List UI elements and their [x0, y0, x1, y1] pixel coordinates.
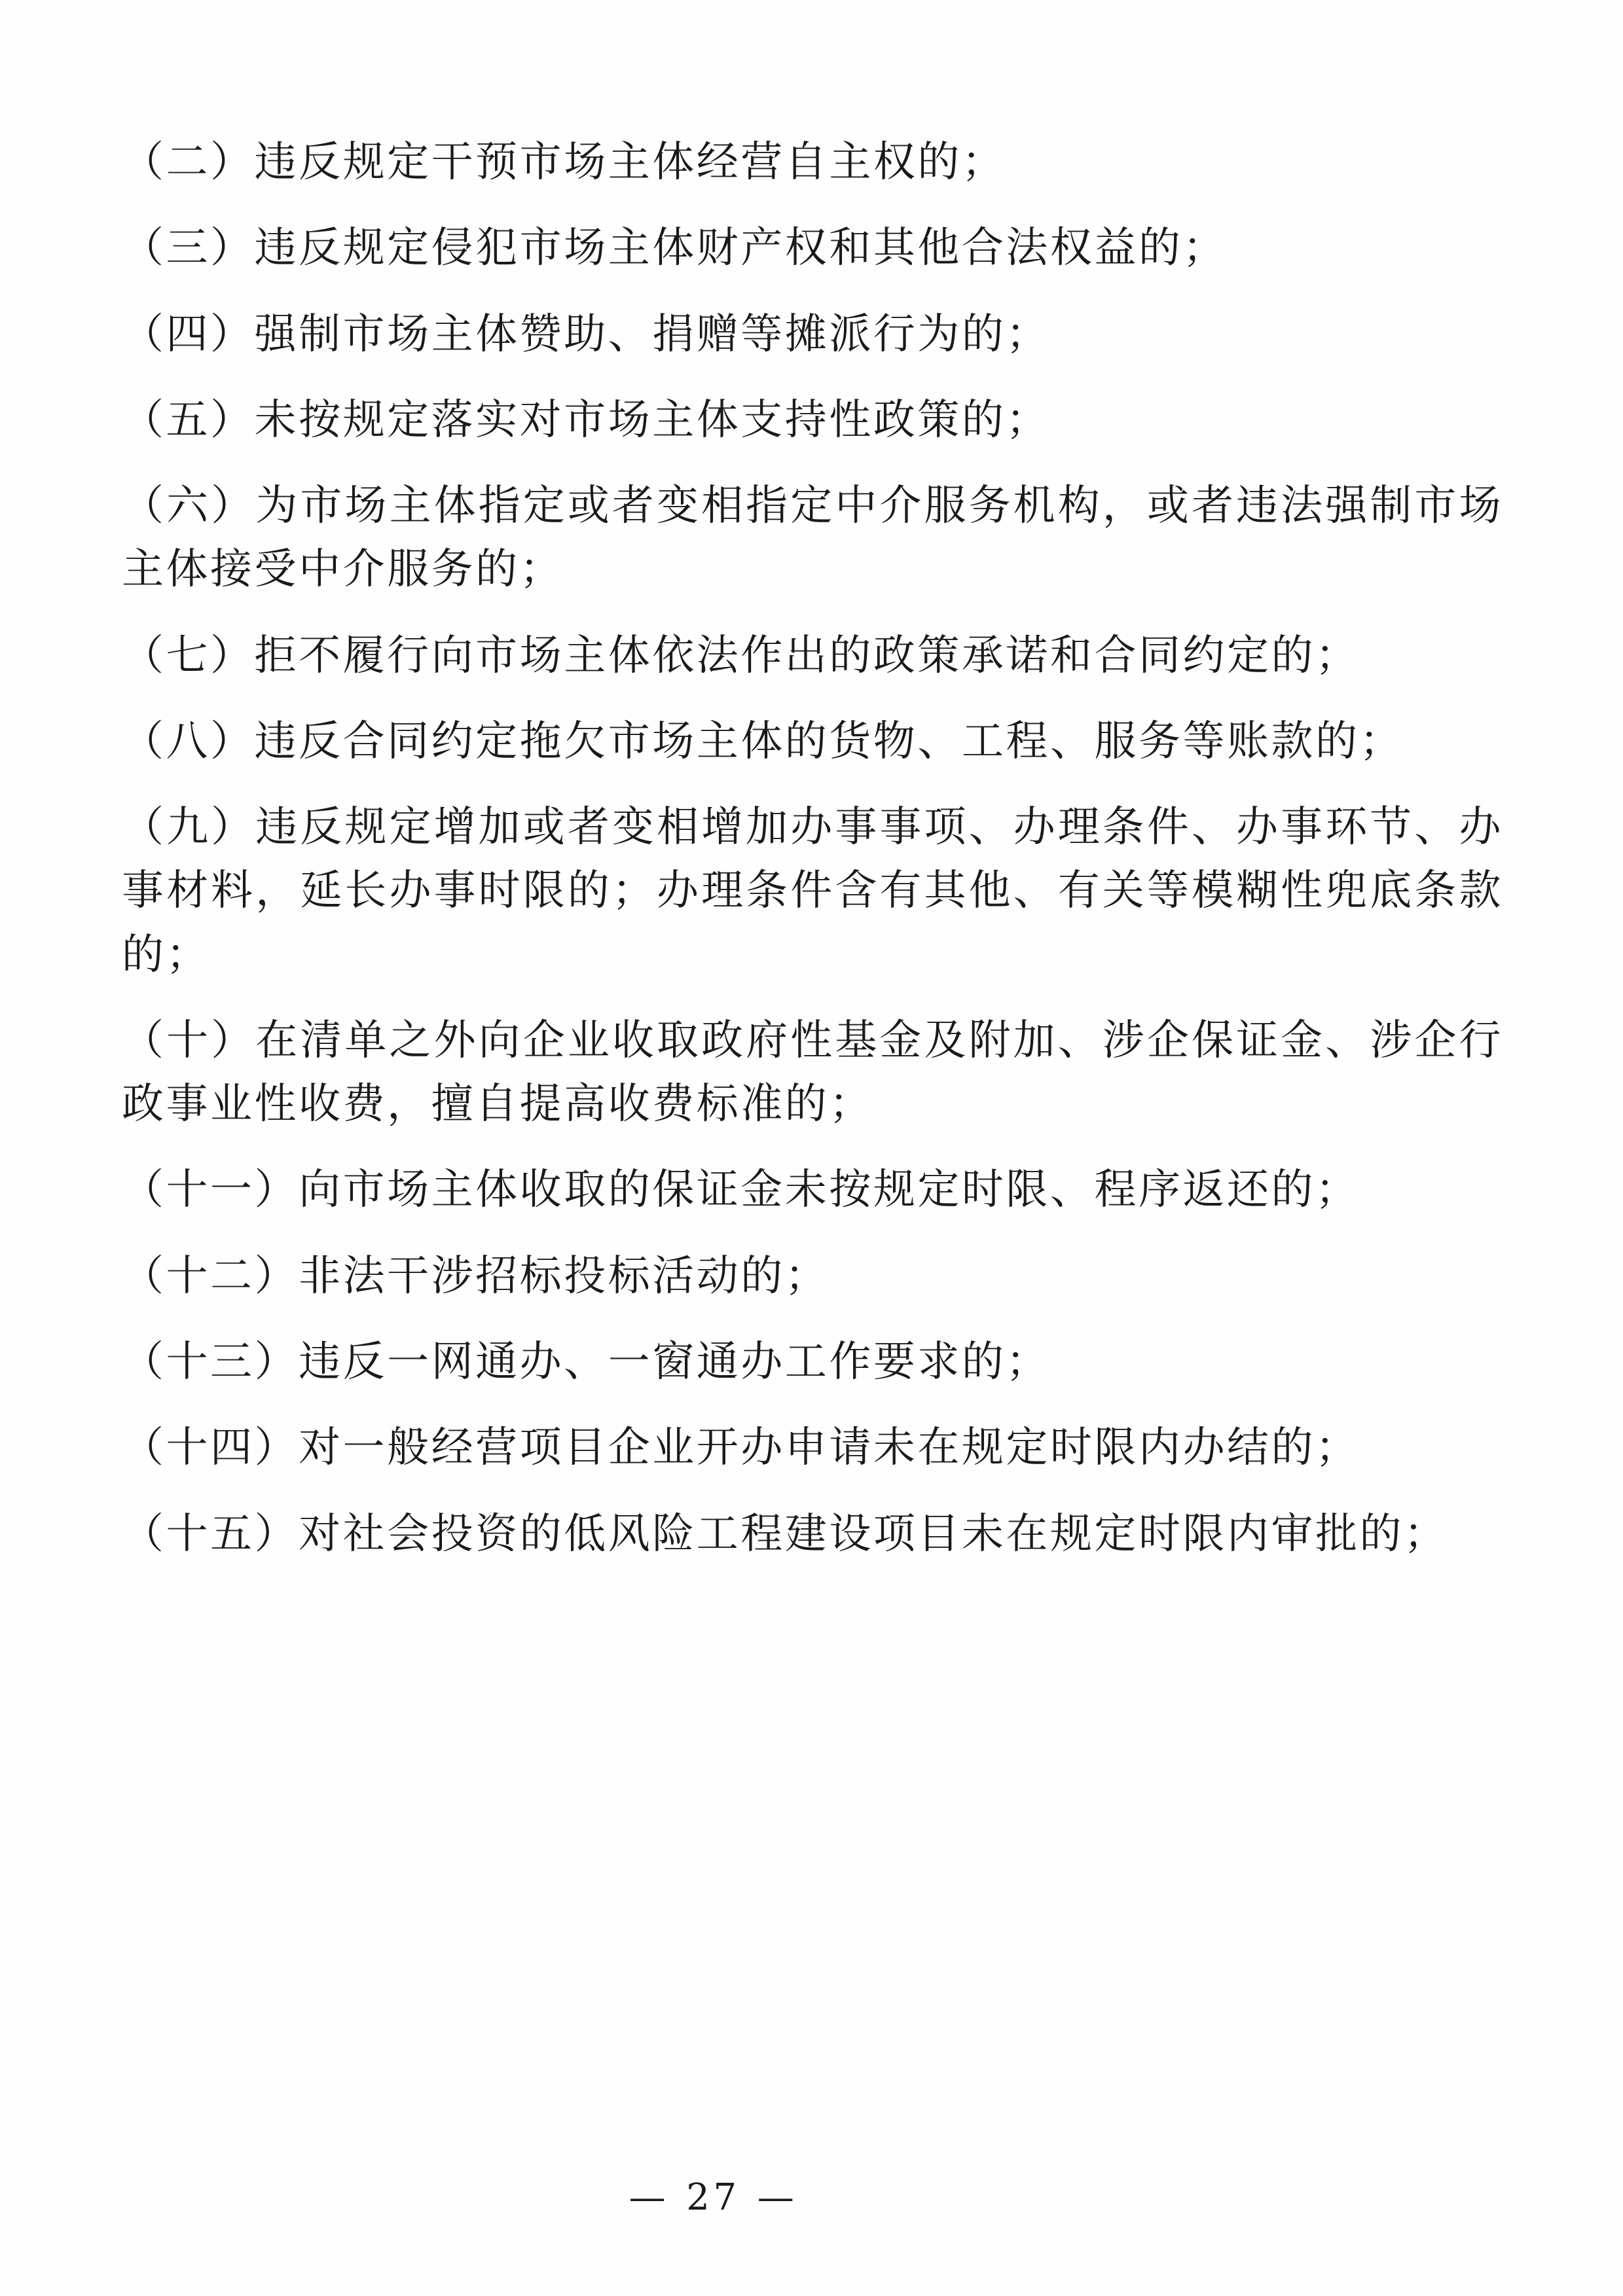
document-paragraph: （十一）向市场主体收取的保证金未按规定时限、程序返还的； [122, 1166, 1360, 1215]
page-number-dash-right: — [757, 2176, 798, 2219]
page-number: 27 [686, 2176, 740, 2219]
document-paragraph: （九）违反规定增加或者变相增加办事事项、办理条件、办事环节、办事材料，延长办事时限的；办理条件含有其他、有关等模糊性兜底条款的； [122, 803, 1503, 979]
document-body [122, 131, 1503, 1588]
document-paragraph: （三）违反规定侵犯市场主体财产权和其他合法权益的； [122, 224, 1227, 273]
page-number-dash-left: — [629, 2176, 670, 2219]
document-paragraph: （四）强制市场主体赞助、捐赠等摊派行为的； [122, 310, 1050, 359]
page-number-group [612, 2176, 1012, 2219]
document-paragraph: （七）拒不履行向市场主体依法作出的政策承诺和合同约定的； [122, 631, 1360, 680]
page-footer [0, 2176, 1623, 2219]
document-paragraph: （十）在清单之外向企业收取政府性基金及附加、涉企保证金、涉企行政事业性收费，擅自提高收费标准的； [122, 1016, 1503, 1129]
document-paragraph: （十四）对一般经营项目企业开办申请未在规定时限内办结的； [122, 1424, 1360, 1473]
document-paragraph: （二）违反规定干预市场主体经营自主权的； [122, 138, 1006, 187]
document-paragraph: （十二）非法干涉招标投标活动的； [122, 1251, 830, 1300]
document-paragraph: （十三）违反一网通办、一窗通办工作要求的； [122, 1337, 1050, 1386]
document-paragraph: （八）违反合同约定拖欠市场主体的货物、工程、服务等账款的； [122, 717, 1404, 766]
document-paragraph: （十五）对社会投资的低风险工程建设项目未在规定时限内审批的； [122, 1509, 1448, 1558]
document-paragraph: （六）为市场主体指定或者变相指定中介服务机构，或者违法强制市场主体接受中介服务的； [122, 482, 1503, 594]
document-paragraph: （五）未按规定落实对市场主体支持性政策的； [122, 395, 1050, 444]
